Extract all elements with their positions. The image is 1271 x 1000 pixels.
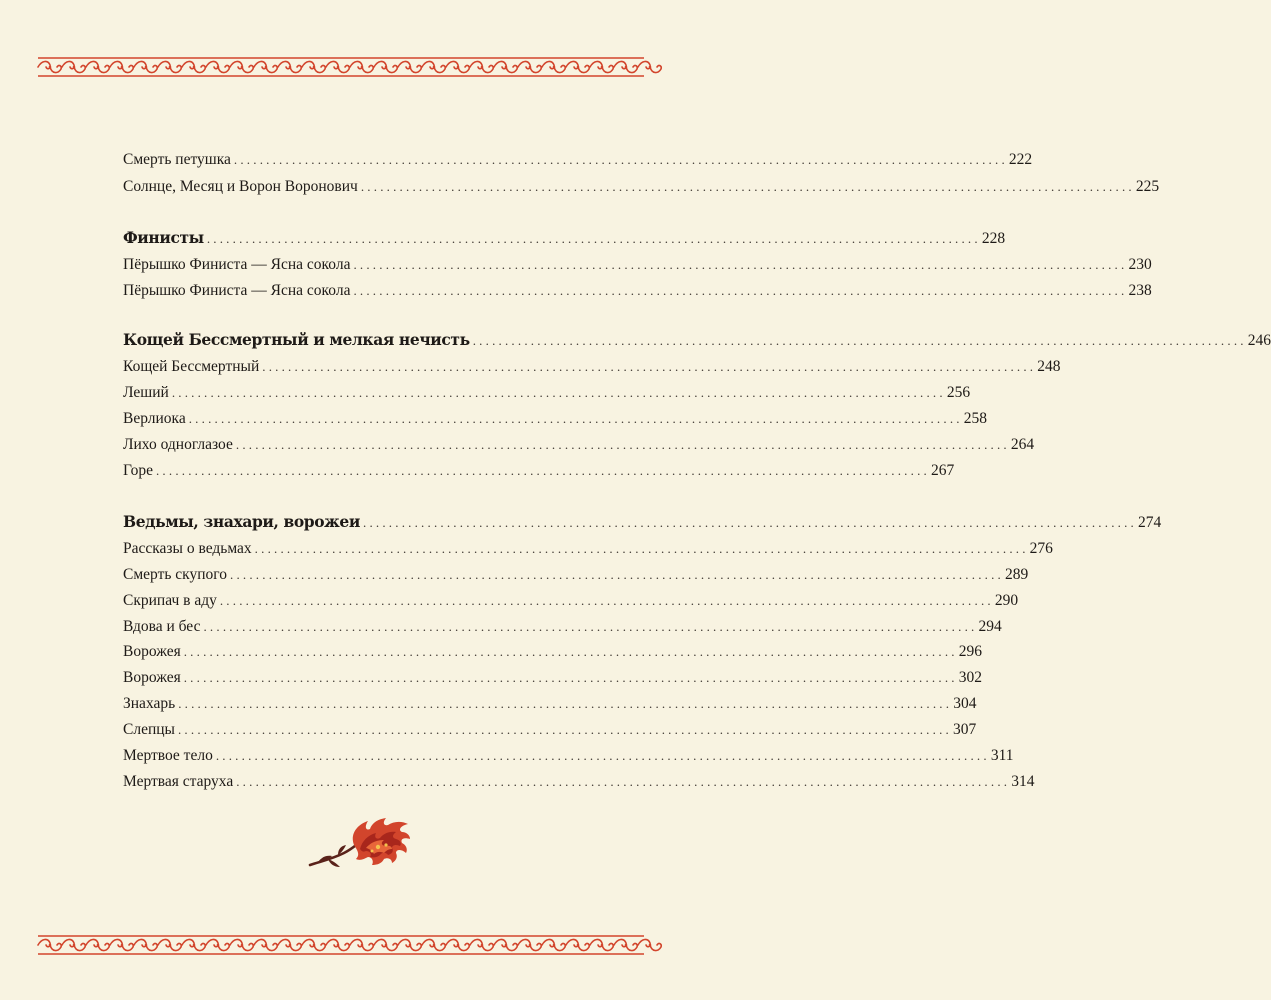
- toc-entry-page: 302: [958, 669, 982, 686]
- dot-leader: ........................................................................................................................: [183, 670, 958, 685]
- scroll-dot: [313, 944, 316, 947]
- toc-entry-page: 267: [930, 462, 955, 479]
- dot-leader: ........................................................................................................................: [262, 359, 1037, 374]
- toc-entry-title: Ворожея: [123, 669, 181, 686]
- toc-entry-title: Вдова и бес: [123, 618, 201, 635]
- scroll-dot: [337, 944, 340, 947]
- scroll-dot: [49, 944, 52, 947]
- toc-section-heading[interactable]: [123, 228, 1006, 249]
- top-ornament-border: [38, 57, 644, 77]
- toc-entry-page: 294: [978, 618, 1002, 635]
- scroll-dot: [169, 66, 172, 69]
- scroll-dot: [241, 944, 244, 947]
- toc-entry-page: 248: [1037, 358, 1061, 375]
- toc-entry[interactable]: [123, 461, 955, 481]
- scroll-dot: [193, 944, 196, 947]
- dot-leader: ........................................................................................................................: [177, 722, 952, 737]
- toc-entry-page: 222: [1008, 151, 1033, 168]
- scroll-dot: [625, 66, 628, 69]
- scroll-dot: [649, 944, 652, 947]
- toc-section-heading[interactable]: [123, 512, 1162, 533]
- toc-entry-page: 311: [990, 747, 1014, 764]
- scroll-dot: [577, 944, 580, 947]
- toc-entry[interactable]: [123, 720, 977, 740]
- scroll-dot: [529, 66, 532, 69]
- toc-entry-page: 258: [963, 410, 987, 427]
- toc-entry-title: Рассказы о ведьмах: [123, 540, 252, 557]
- dot-leader: ........................................................................................................................: [155, 463, 930, 478]
- toc-entry-title: Мертвое тело: [123, 747, 213, 764]
- scroll-dot: [601, 66, 604, 69]
- toc-entry-title: Леший: [123, 384, 169, 401]
- dot-leader: ........................................................................................................................: [353, 257, 1128, 272]
- toc-entry[interactable]: [123, 539, 1053, 559]
- scroll-dot: [409, 944, 412, 947]
- scroll-dot: [385, 66, 388, 69]
- scroll-dot: [241, 66, 244, 69]
- scroll-dot: [457, 944, 460, 947]
- dot-leader: ........................................................................................................................: [178, 696, 953, 711]
- toc-entry[interactable]: [123, 255, 1152, 275]
- toc-entry-title: Пёрышко Финиста — Ясна сокола: [123, 282, 351, 299]
- scroll-dot: [73, 66, 76, 69]
- scroll-dot: [505, 944, 508, 947]
- toc-entry-page: 274: [1138, 514, 1162, 531]
- scroll-dot: [505, 66, 508, 69]
- scroll-dot: [625, 944, 628, 947]
- toc-entry-title: Горе: [123, 462, 153, 479]
- toc-entry[interactable]: [123, 694, 977, 714]
- dot-leader: ........................................................................................................................: [236, 774, 1011, 789]
- scroll-dot: [361, 66, 364, 69]
- scroll-dot: [265, 66, 268, 69]
- scroll-dot: [145, 944, 148, 947]
- toc-entry-page: 264: [1010, 436, 1035, 453]
- toc-entry-page: 228: [981, 230, 1006, 247]
- scroll-dot: [49, 66, 52, 69]
- toc-entry-page: 225: [1135, 178, 1160, 195]
- scroll-dot: [553, 66, 556, 69]
- toc-entry-page: 289: [1005, 566, 1029, 583]
- scroll-dot: [169, 944, 172, 947]
- toc-entry-page: 296: [958, 643, 982, 660]
- toc-entry-page: 290: [994, 592, 1019, 609]
- toc-entry-title: Мертвая старуха: [123, 773, 234, 790]
- dot-leader: ........................................................................................................................: [203, 619, 978, 634]
- scroll-dot: [193, 66, 196, 69]
- scroll-dot: [97, 944, 100, 947]
- scroll-dot: [457, 66, 460, 69]
- scroll-dot: [577, 66, 580, 69]
- toc-entry-page: 238: [1128, 282, 1152, 299]
- dot-leader: ........................................................................................................................: [472, 333, 1247, 348]
- scroll-dot: [337, 66, 340, 69]
- toc-entry-title: Скрипач в аду: [123, 592, 217, 609]
- toc-entry-title: Солнце, Месяц и Ворон Воронович: [123, 178, 358, 195]
- scroll-dot: [481, 944, 484, 947]
- toc-entry[interactable]: [123, 150, 1033, 170]
- toc-entry[interactable]: [123, 281, 1152, 301]
- toc-entry-title: Верлиока: [123, 410, 186, 427]
- toc-entry-title: Лихо одноглазое: [123, 436, 233, 453]
- toc-entry-page: 246: [1247, 332, 1271, 349]
- toc-entry[interactable]: [123, 435, 1035, 455]
- scroll-dot: [73, 944, 76, 947]
- toc-entry[interactable]: [123, 746, 1014, 766]
- toc-entry-title: Ворожея: [123, 643, 181, 660]
- toc-entry-page: 230: [1128, 256, 1152, 273]
- dot-leader: ........................................................................................................................: [206, 231, 981, 246]
- scroll-dot: [649, 66, 652, 69]
- toc-entry-page: 307: [952, 721, 977, 738]
- scroll-dot: [217, 944, 220, 947]
- toc-entry-title: Смерть скупого: [123, 566, 227, 583]
- scroll-dot: [97, 66, 100, 69]
- toc-section-title: Финисты: [123, 228, 204, 247]
- toc-entry-page: 276: [1029, 540, 1053, 557]
- scroll-dot: [553, 944, 556, 947]
- toc-entry[interactable]: [123, 383, 971, 403]
- toc-entry-title: Знахарь: [123, 695, 176, 712]
- dot-leader: ........................................................................................................................: [254, 541, 1029, 556]
- dot-leader: ........................................................................................................................: [360, 179, 1135, 194]
- scroll-dot: [145, 66, 148, 69]
- toc-entry[interactable]: [123, 617, 1002, 637]
- toc-entry[interactable]: [123, 668, 982, 688]
- firebird-flower-ornament-icon: [308, 815, 412, 873]
- toc-entry[interactable]: [123, 177, 1160, 197]
- dot-leader: ........................................................................................................................: [353, 283, 1128, 298]
- toc-entry-title: Пёрышко Финиста — Ясна сокола: [123, 256, 351, 273]
- scroll-dot: [481, 66, 484, 69]
- dot-leader: ........................................................................................................................: [235, 437, 1010, 452]
- dot-leader: ........................................................................................................................: [219, 593, 994, 608]
- dot-leader: ........................................................................................................................: [183, 644, 958, 659]
- toc-entry[interactable]: [123, 357, 1061, 377]
- scroll-dot: [433, 66, 436, 69]
- toc-section-title: Кощей Бессмертный и мелкая нечисть: [123, 330, 470, 349]
- toc-entry-page: 256: [946, 384, 971, 401]
- toc-entry-page: 314: [1011, 773, 1035, 790]
- scroll-dot: [289, 944, 292, 947]
- dot-leader: ........................................................................................................................: [171, 385, 946, 400]
- scroll-dot: [361, 944, 364, 947]
- scroll-dot: [601, 944, 604, 947]
- scroll-dot: [313, 66, 316, 69]
- bottom-ornament-border: [38, 935, 644, 955]
- dot-leader: ........................................................................................................................: [233, 152, 1008, 167]
- toc-entry[interactable]: [123, 642, 982, 662]
- dot-leader: ........................................................................................................................: [215, 748, 990, 763]
- toc-entry[interactable]: [123, 409, 987, 429]
- scroll-dot: [121, 944, 124, 947]
- toc-entry-title: Кощей Бессмертный: [123, 358, 260, 375]
- toc-entry-title: Смерть петушка: [123, 151, 231, 168]
- toc-entry-title: Слепцы: [123, 721, 175, 738]
- toc-entry[interactable]: [123, 565, 1029, 585]
- toc-entry[interactable]: [123, 591, 1019, 611]
- scroll-dot: [529, 944, 532, 947]
- toc-section-title: Ведьмы, знахари, ворожеи: [123, 512, 360, 531]
- scroll-dot: [433, 944, 436, 947]
- toc-entry[interactable]: [123, 772, 1035, 792]
- scroll-dot: [385, 944, 388, 947]
- scroll-dot: [217, 66, 220, 69]
- toc-entry-page: 304: [953, 695, 977, 712]
- scroll-dot: [289, 66, 292, 69]
- scroll-dot: [265, 944, 268, 947]
- dot-leader: ........................................................................................................................: [188, 411, 963, 426]
- scroll-dot: [121, 66, 124, 69]
- toc-section-heading[interactable]: [123, 330, 1271, 351]
- dot-leader: ........................................................................................................................: [363, 515, 1137, 530]
- scroll-dot: [409, 66, 412, 69]
- dot-leader: ........................................................................................................................: [230, 567, 1004, 582]
